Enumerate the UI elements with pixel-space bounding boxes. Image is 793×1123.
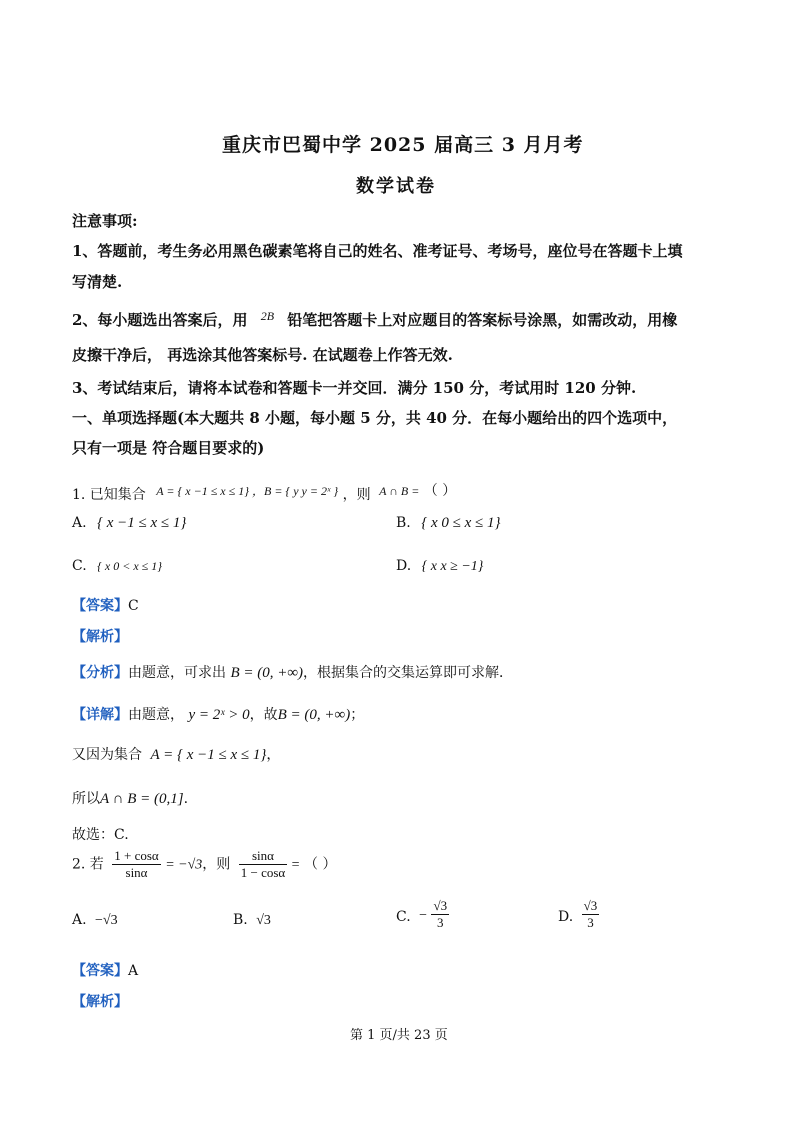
- section-heading-line-2: 只有一项是 符合题目要求的): [72, 439, 265, 457]
- q1-also-math: A = { x −1 ≤ x ≤ 1}: [150, 747, 267, 763]
- q2-option-d-label: D.: [558, 908, 574, 925]
- q2-fraction-2-denominator: 1 − cosα: [240, 865, 286, 880]
- q2-equals-2: =: [291, 857, 300, 873]
- q2-option-b-label: B.: [233, 912, 248, 928]
- q1-detail-tag: 【详解】: [72, 707, 128, 723]
- q1-detail-a: 由题意，: [128, 707, 184, 723]
- q1-stem-math-2: A ∩ B =: [379, 484, 420, 498]
- q2-equals-1: = −√3: [165, 857, 203, 873]
- q2-option-c: [396, 898, 449, 931]
- exam-title: 重庆市巴蜀中学 2025 届高三 3 月月考: [222, 134, 584, 156]
- q1-option-c-label: C.: [72, 558, 87, 574]
- q2-option-a-text: −√3: [95, 913, 118, 928]
- note-1-line-2: 写清楚.: [72, 273, 123, 291]
- q1-answer: [72, 595, 139, 615]
- section-heading-line-1: 一、单项选择题(本大题共 8 小题，每小题 5 分，共 40 分．在每小题给出的四个选项中，: [72, 409, 678, 427]
- q1-stem-math: A = { x −1 ≤ x ≤ 1} ，B = { y y = 2ˣ }: [156, 484, 339, 498]
- q1-also-a: 又因为集合: [72, 747, 142, 763]
- note-2-part-a: 2、每小题选出答案后，用: [72, 311, 248, 329]
- exam-subtitle: 数学试卷: [356, 176, 436, 197]
- q1-fenxi-tag: 【分析】: [72, 665, 128, 681]
- q1-also: [72, 744, 280, 764]
- q2-option-c-sign: −: [419, 907, 428, 923]
- q1-option-b: [396, 515, 500, 532]
- q1-option-a: [72, 515, 186, 532]
- note-3: 3、考试结束后，请将本试卷和答题卡一并交回．满分 150 分，考试用时 120 分钟.: [72, 379, 637, 397]
- q2-option-d: [558, 898, 599, 931]
- q1-fenxi: [72, 662, 513, 682]
- q2-fraction-1-denominator: sinα: [125, 865, 148, 880]
- q1-option-b-text: { x 0 ≤ x ≤ 1}: [421, 515, 501, 531]
- q1-also-b: ，: [266, 747, 281, 763]
- page-number: 第 1 页/共 23 页: [350, 1028, 448, 1043]
- q2-fraction-1-numerator: 1 + cosα: [114, 848, 159, 863]
- q1-option-a-text: { x −1 ≤ x ≤ 1}: [97, 515, 187, 531]
- q2-option-d-fraction: [582, 898, 600, 931]
- q2-answer-value: A: [128, 963, 139, 979]
- q2-option-b-text: √3: [256, 913, 271, 928]
- q1-stem-prefix: 1. 已知集合: [72, 487, 146, 503]
- q2-stem: [72, 848, 336, 881]
- q1-option-d: [396, 558, 483, 575]
- q1-answer-value: C: [128, 598, 139, 614]
- q1-option-d-text: { x x ≥ −1}: [421, 559, 484, 574]
- note-2-line-2: 皮擦干净后， 再选涂其他答案标号. 在试题卷上作答无效.: [72, 346, 453, 364]
- q1-option-a-label: A.: [72, 515, 87, 531]
- q1-so-math: A ∩ B = (0,1]: [100, 791, 184, 807]
- note-1-line-1: 1、答题前，考生务必用黑色碳素笔将自己的姓名、准考证号、考场号，座位号在答题卡上填: [72, 242, 683, 260]
- q2-option-a: [72, 912, 118, 929]
- q2-option-c-denominator: 3: [437, 915, 444, 930]
- q1-detail-b: ，故: [249, 707, 278, 723]
- q1-so: [72, 788, 188, 808]
- q2-option-d-denominator: 3: [587, 915, 594, 930]
- q2-fraction-1: [112, 848, 160, 881]
- q1-answer-tag: 【答案】: [72, 598, 128, 614]
- note-2-part-b: 铅笔把答题卡上对应题目的答案标号涂黑，如需改动，用橡: [287, 311, 678, 329]
- q2-analysis-tag: 【解析】: [72, 994, 128, 1010]
- q1-detail-math-1: y = 2ˣ > 0: [188, 707, 250, 723]
- q2-stem-prefix: 2. 若: [72, 856, 104, 873]
- q2-option-c-numerator: √3: [433, 898, 448, 913]
- q2-option-a-label: A.: [72, 912, 87, 928]
- q2-option-d-numerator: √3: [583, 898, 598, 913]
- notes-heading: 注意事项:: [72, 212, 138, 230]
- q1-detail-math-2: B = (0, +∞): [277, 707, 351, 723]
- q1-stem-mid: ，则: [342, 487, 371, 503]
- q1-so-a: 所以: [72, 791, 100, 807]
- q1-option-c: [72, 558, 162, 574]
- q2-fraction-2: [239, 848, 287, 881]
- q1-fenxi-b: ，根据集合的交集运算即可求解．: [303, 665, 514, 681]
- q1-fenxi-math: B = (0, +∞): [230, 665, 304, 681]
- q1-analysis-tag: 【解析】: [72, 629, 128, 645]
- q2-stem-mid: ，则: [202, 856, 231, 873]
- q2-answer-tag: 【答案】: [72, 963, 128, 979]
- q2-option-c-fraction: [431, 898, 449, 931]
- q2-option-c-label: C.: [396, 908, 411, 925]
- q2-stem-paren: （ ）: [304, 856, 337, 873]
- q1-choose: 故选：C.: [72, 827, 129, 843]
- q2-option-b: [233, 912, 271, 929]
- q2-answer: [72, 960, 138, 980]
- q1-detail: [72, 704, 364, 724]
- q2-fraction-2-numerator: sinα: [239, 848, 287, 865]
- q1-fenxi-a: 由题意，可求出: [128, 665, 226, 681]
- note-2-math: 2B: [260, 309, 275, 323]
- q1-option-b-label: B.: [396, 515, 411, 531]
- q1-detail-c: ；: [350, 707, 365, 723]
- q1-stem-paren: （ ）: [423, 483, 457, 499]
- note-2-line-1: [72, 309, 677, 330]
- q1-option-c-text: { x 0 < x ≤ 1}: [97, 559, 163, 573]
- q1-stem: [72, 480, 457, 503]
- q1-option-d-label: D.: [396, 558, 412, 574]
- q1-so-b: .: [183, 791, 189, 807]
